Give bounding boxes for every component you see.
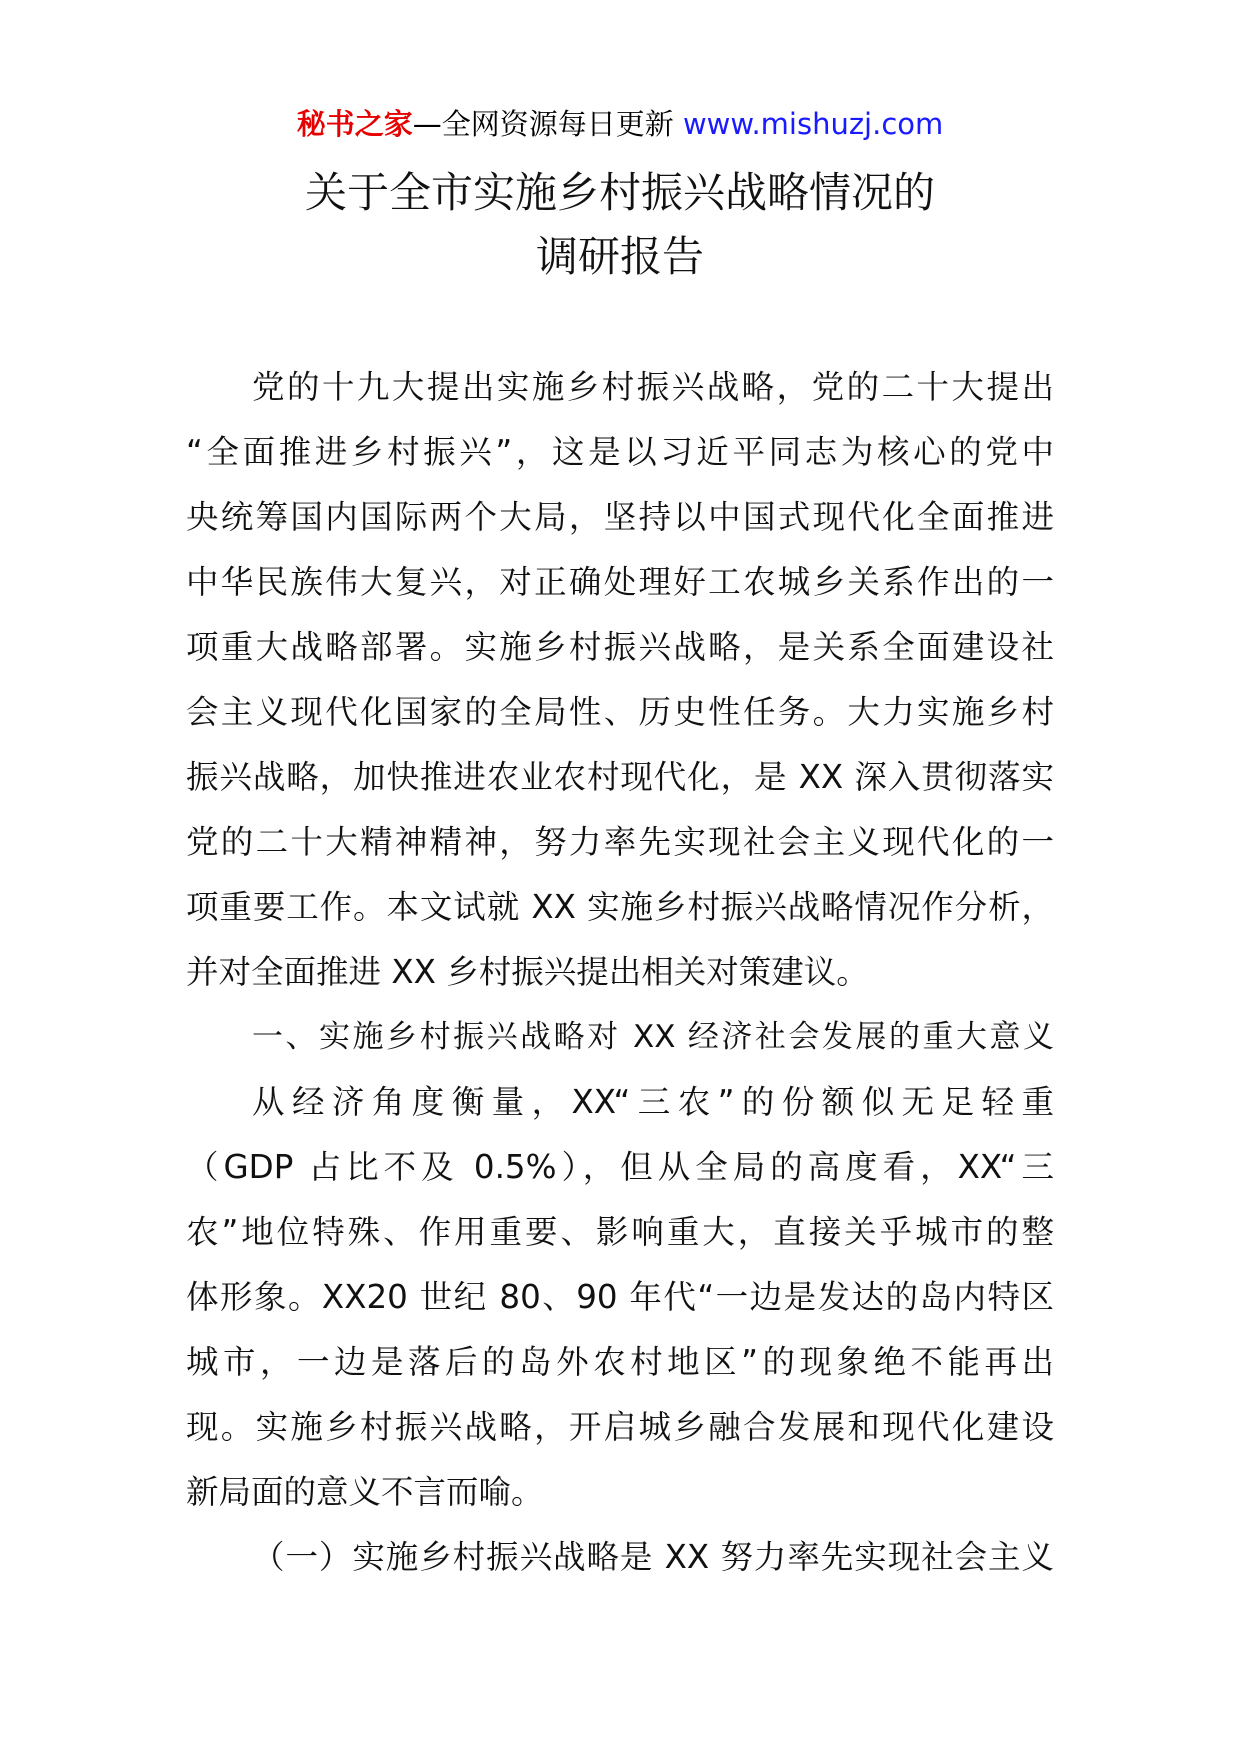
document-title-line-2: 调研报告 — [535, 232, 704, 281]
body-line: （GDP 占比不及 0.5%），但从全局的高度看，XX“三 — [186, 1148, 1054, 1186]
body-line: 央统筹国内国际两个大局，坚持以中国式现代化全面推进 — [186, 498, 1054, 536]
body-line: 振兴战略，加快推进农业农村现代化，是 XX 深入贯彻落实 — [186, 758, 1054, 796]
body-line: 并对全面推进 XX 乡村振兴提出相关对策建议。 — [186, 953, 869, 991]
body-line: 农”地位特殊、作用重要、影响重大，直接关乎城市的整 — [186, 1213, 1054, 1251]
site-brand: 秘书之家 — [296, 107, 413, 141]
site-url-link[interactable]: www.mishuzj.com — [682, 107, 944, 141]
body-line: 现。实施乡村振兴战略，开启城乡融合发展和现代化建设 — [186, 1408, 1054, 1446]
body-line: “全面推进乡村振兴”，这是以习近平同志为核心的党中 — [186, 433, 1054, 471]
body-line: 党的二十大精神精神，努力率先实现社会主义现代化的一 — [186, 823, 1054, 861]
body-line: 党的十九大提出实施乡村振兴战略，党的二十大提出 — [252, 368, 1054, 406]
site-tagline: —全网资源每日更新 — [412, 107, 674, 141]
body-line: 体形象。XX20 世纪 80、90 年代“一边是发达的岛内特区 — [186, 1278, 1054, 1316]
body-line: 项重大战略部署。实施乡村振兴战略，是关系全面建设社 — [186, 628, 1054, 666]
body-line: 中华民族伟大复兴，对正确处理好工农城乡关系作出的一 — [186, 563, 1054, 601]
body-line: 从经济角度衡量，XX“三农”的份额似无足轻重 — [252, 1083, 1054, 1121]
body-line: 城市，一边是落后的岛外农村地区”的现象绝不能再出 — [186, 1343, 1054, 1381]
body-line: 新局面的意义不言而喻。 — [186, 1473, 544, 1511]
section-heading: 一、实施乡村振兴战略对 XX 经济社会发展的重大意义 — [252, 1019, 1054, 1055]
document-title-line-1: 关于全市实施乡村振兴战略情况的 — [304, 168, 935, 217]
site-header — [0, 104, 1240, 144]
subsection-heading: （一）实施乡村振兴战略是 XX 努力率先实现社会主义 — [252, 1538, 1054, 1576]
document-body — [186, 355, 1054, 1590]
body-line: 项重要工作。本文试就 XX 实施乡村振兴战略情况作分析， — [186, 888, 1054, 926]
body-line: 会主义现代化国家的全局性、历史性任务。大力实施乡村 — [186, 693, 1054, 731]
